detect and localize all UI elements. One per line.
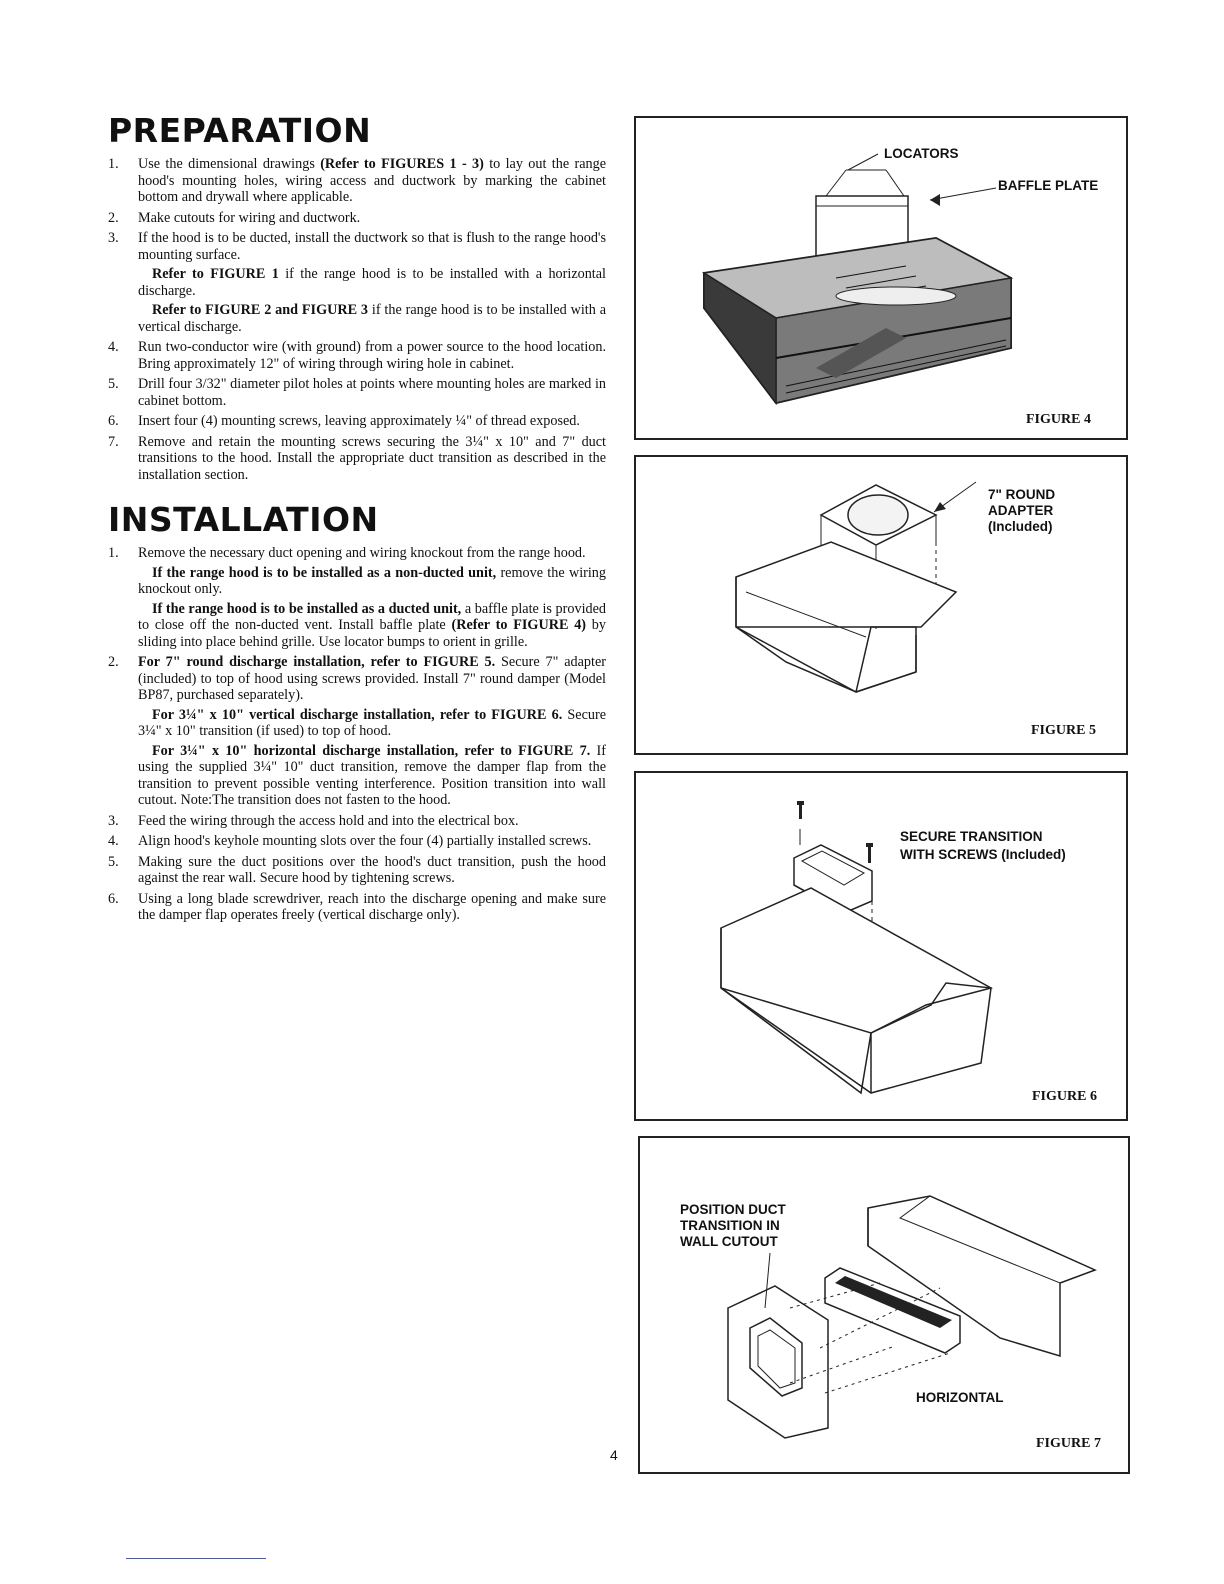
step-number: 3. xyxy=(108,812,119,829)
step-text: Feed the wiring through the access hold and into the electrical box. xyxy=(138,812,519,829)
figure-5-panel xyxy=(634,455,1128,755)
round-adapter-callout-line2: ADAPTER xyxy=(988,503,1054,518)
step-number: 6. xyxy=(108,890,119,907)
step-subtext: Refer to FIGURE 2 and FIGURE 3 if the range hood is to be installed with a vertical discharge. xyxy=(138,302,606,335)
round-adapter-callout-line1: 7" ROUND xyxy=(988,487,1056,502)
figure-7-panel xyxy=(638,1136,1130,1474)
installation-step-6 xyxy=(108,891,606,924)
step-text: Remove and retain the mounting screws securing the 3¼" x 10" and 7" duct transitions to the hood. Install the appropriate duct transition as described in the installation section. xyxy=(138,433,606,483)
figure-6-label: FIGURE 6 xyxy=(1032,1089,1097,1104)
figure-7-label: FIGURE 7 xyxy=(1036,1436,1101,1451)
preparation-steps xyxy=(108,156,606,483)
figure-6-illustration xyxy=(636,773,1126,1119)
figure-5-label: FIGURE 5 xyxy=(1031,723,1096,738)
figure-4-illustration xyxy=(636,118,1126,438)
locators-callout: LOCATORS xyxy=(884,146,959,161)
step-text: Run two-conductor wire (with ground) from a power source to the hood location. Bring approximately 12" of wiring through wiring hole in cabinet. xyxy=(138,339,606,372)
step-subtext: For 3¼" x 10" vertical discharge installation, refer to FIGURE 6. Secure 3¼" x 10" transition (if used) to top of hood. xyxy=(138,706,606,739)
preparation-step-7 xyxy=(108,434,606,484)
page-number: 4 xyxy=(610,1447,618,1463)
figure-4-label: FIGURE 4 xyxy=(1026,412,1091,427)
step-number: 5. xyxy=(108,853,119,870)
step-text: Make cutouts for wiring and ductwork. xyxy=(138,209,361,226)
installation-heading: INSTALLATION xyxy=(108,500,379,539)
installation-step-4 xyxy=(108,833,606,850)
footer-rule xyxy=(126,1558,266,1559)
step-text: Using a long blade screwdriver, reach into the discharge opening and make sure the damper flap operates freely (vertical discharge only). xyxy=(138,890,606,923)
step-subtext: If the range hood is to be installed as a ducted unit, a baffle plate is provided to close off the non-ducted vent. Install baffle plate (Refer to FIGURE 4) by sliding into place behind grille. Use locator bumps to orient in grille. xyxy=(138,600,606,650)
step-text: Remove the necessary duct opening and wiring knockout from the range hood. xyxy=(138,545,586,561)
step-number: 2. xyxy=(108,209,119,226)
position-duct-callout-line3: WALL CUTOUT xyxy=(680,1234,778,1249)
preparation-step-4 xyxy=(108,339,606,372)
figure-7-illustration xyxy=(640,1138,1128,1472)
step-number: 5. xyxy=(108,376,119,392)
step-text: Align hood's keyhole mounting slots over the four (4) partially installed screws. xyxy=(138,833,592,849)
step-number: 1. xyxy=(108,545,119,561)
step-number: 3. xyxy=(108,230,119,246)
figure-6-panel xyxy=(634,771,1128,1121)
secure-transition-callout-line2: WITH SCREWS (Included) xyxy=(900,847,1066,862)
step-subtext: For 3¼" x 10" horizontal discharge installation, refer to FIGURE 7. If using the supplied 3¼" 10" duct transition, remove the damper flap from the transition to prevent possible venting interference. Position transition into wall cutout. Note:The transition does not fasten to the hood. xyxy=(138,742,607,808)
step-number: 7. xyxy=(108,433,119,450)
step-subtext: If the range hood is to be installed as a non-ducted unit, remove the wiring knockout only. xyxy=(138,564,606,597)
step-text: For 7" round discharge installation, refer to FIGURE 5. Secure 7" adapter (included) to top of hood using screws provided. Install 7" round damper (Model BP87, purchased separately). xyxy=(138,654,606,703)
round-adapter-callout-line3: (Included) xyxy=(988,519,1053,534)
preparation-step-1 xyxy=(108,156,606,206)
baffle-plate-callout: BAFFLE PLATE xyxy=(998,178,1099,193)
step-text: Insert four (4) mounting screws, leaving approximately ¼" of thread exposed. xyxy=(138,413,580,429)
step-number: 4. xyxy=(108,833,119,849)
preparation-step-2 xyxy=(108,210,606,227)
step-number: 4. xyxy=(108,339,119,355)
step-text: Drill four 3/32" diameter pilot holes at points where mounting holes are marked in cabinet bottom. xyxy=(138,376,606,409)
preparation-heading: PREPARATION xyxy=(108,111,372,150)
preparation-step-5 xyxy=(108,376,606,409)
position-duct-callout-line1: POSITION DUCT xyxy=(680,1202,786,1217)
step-text: If the hood is to be ducted, install the ductwork so that is flush to the range hood's mounting surface. xyxy=(138,230,606,263)
secure-transition-callout-line1: SECURE TRANSITION xyxy=(900,829,1043,844)
step-number: 6. xyxy=(108,413,119,429)
installation-step-1 xyxy=(108,545,606,650)
horizontal-callout: HORIZONTAL xyxy=(916,1390,1004,1405)
preparation-step-3 xyxy=(108,230,606,335)
installation-step-3 xyxy=(108,813,606,830)
step-text: Making sure the duct positions over the hood's duct transition, push the hood against the rear wall. Secure hood by tightening screws. xyxy=(138,853,606,886)
step-text: Use the dimensional drawings (Refer to FIGURES 1 - 3) to lay out the range hood's mounting holes, wiring access and ductwork by marking the cabinet bottom and drywall where applicable. xyxy=(138,156,606,205)
installation-step-5 xyxy=(108,854,606,887)
instructions-column xyxy=(108,112,606,928)
step-number: 2. xyxy=(108,654,119,670)
step-subtext: Refer to FIGURE 1 if the range hood is to be installed with a horizontal discharge. xyxy=(138,266,606,299)
installation-steps xyxy=(108,545,606,924)
installation-step-2 xyxy=(108,654,606,809)
preparation-step-6 xyxy=(108,413,606,430)
figure-4-panel xyxy=(634,116,1128,440)
step-number: 1. xyxy=(108,156,119,172)
position-duct-callout-line2: TRANSITION IN xyxy=(680,1218,780,1233)
